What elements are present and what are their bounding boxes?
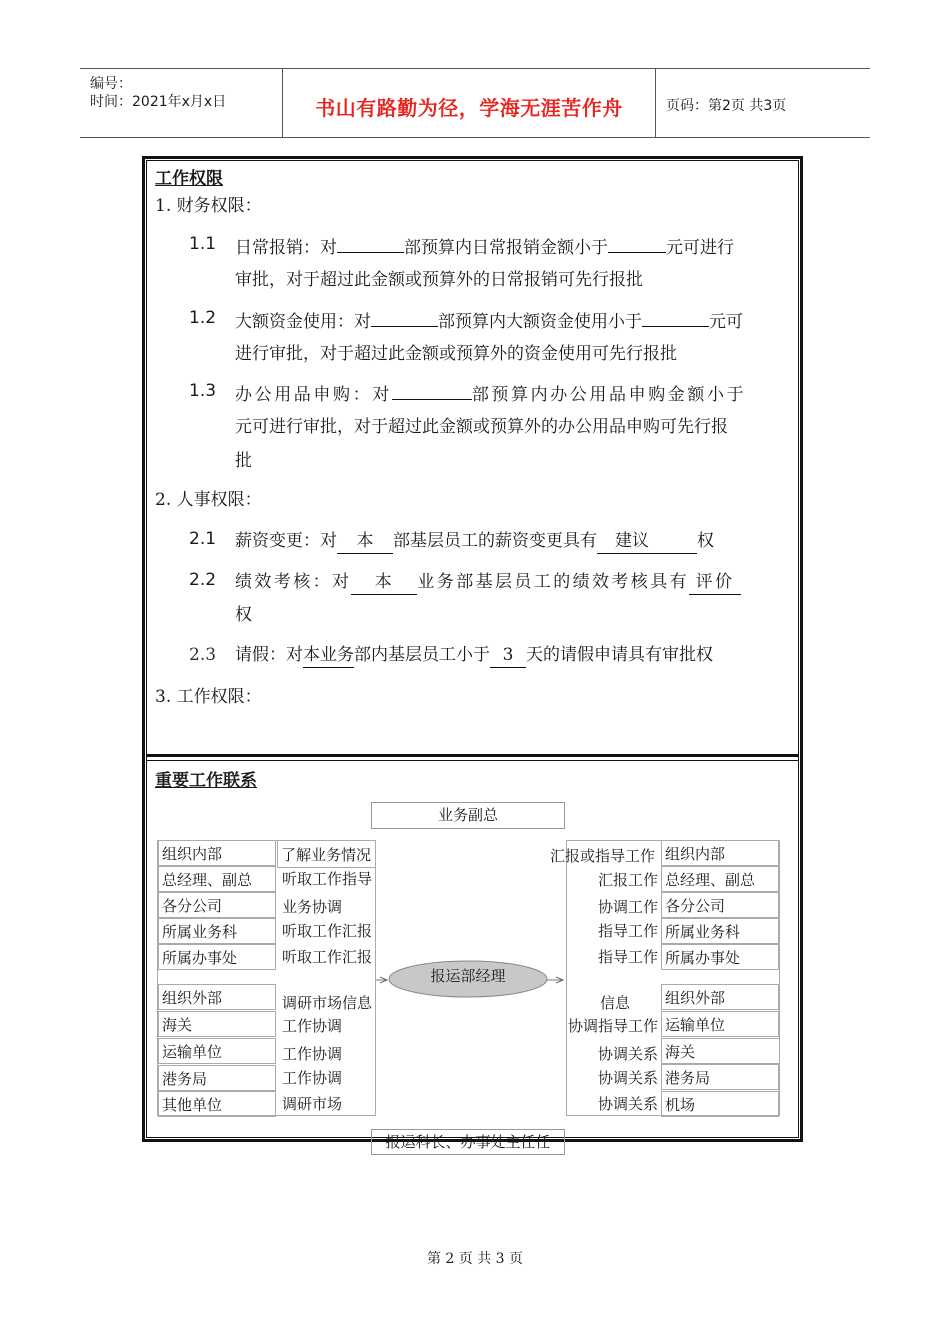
hr-item-2-line2: 权 xyxy=(235,605,252,625)
filled-field: 本 xyxy=(351,570,417,595)
center-label: 报运部经理 xyxy=(430,967,506,985)
list-item: 协调关系 xyxy=(598,1045,659,1063)
text: 日常报销：对 xyxy=(235,238,337,258)
item-number: 1.2 xyxy=(189,308,217,328)
list-item: 了解业务情况 xyxy=(277,840,376,868)
finance-heading: 1. 财务权限： xyxy=(155,196,262,216)
text: 权 xyxy=(697,531,714,551)
header-meta xyxy=(80,69,282,137)
list-item: 听取工作汇报 xyxy=(282,922,373,940)
arrows xyxy=(375,970,575,990)
list-item: 协调关系 xyxy=(598,1095,659,1113)
text: 绩效考核：对 xyxy=(235,572,352,592)
list-item: 协调指导工作 xyxy=(568,1017,659,1035)
text: 天的请假申请具有审批权 xyxy=(526,645,713,665)
item-number: 1.3 xyxy=(189,381,217,401)
list-item: 所属业务科 xyxy=(158,918,276,944)
list-item: 各分公司 xyxy=(158,892,276,918)
page-footer: 第 2 页 共 3 页 xyxy=(426,1251,524,1267)
filled-field: 建议 xyxy=(597,529,697,554)
blank-field xyxy=(337,234,404,253)
list-item: 听取工作汇报 xyxy=(282,948,373,966)
list-item: 工作协调 xyxy=(282,1017,343,1035)
list-item: 组织外部 xyxy=(158,984,276,1010)
list-item: 组织外部 xyxy=(661,984,779,1010)
serial-label: 编号： xyxy=(90,76,132,92)
list-item: 运输单位 xyxy=(661,1011,779,1037)
list-item: 港务局 xyxy=(661,1064,779,1090)
text: 元可 xyxy=(709,312,743,332)
list-item: 协调工作 xyxy=(598,898,659,916)
text: 薪资变更：对 xyxy=(235,531,337,551)
text: 大额资金使用：对 xyxy=(235,312,371,332)
item-number: 1.1 xyxy=(189,234,217,254)
header-page-cell xyxy=(654,69,870,137)
list-item: 工作协调 xyxy=(282,1069,343,1087)
work-heading: 3. 工作权限： xyxy=(155,687,262,707)
hr-item-2 xyxy=(235,570,741,595)
text: 业务部基层员工的绩效考核具有 xyxy=(417,572,690,592)
finance-item-2-line1 xyxy=(235,308,743,334)
hr-heading: 2. 人事权限： xyxy=(155,490,262,510)
finance-item-1-line1 xyxy=(235,234,734,260)
list-item: 信息 xyxy=(600,994,631,1012)
list-item: 协调关系 xyxy=(598,1069,659,1087)
list-item: 其他单位 xyxy=(158,1091,276,1117)
relations-title: 重要工作联系 xyxy=(155,771,257,791)
list-item: 各分公司 xyxy=(661,892,779,918)
list-item: 所属业务科 xyxy=(661,918,779,944)
finance-item-3-line2: 元可进行审批，对于超过此金额或预算外的办公用品申购可先行报 xyxy=(235,417,728,437)
finance-item-3-line1 xyxy=(235,381,746,407)
filled-field: 评价 xyxy=(689,570,741,595)
list-item: 工作协调 xyxy=(282,1045,343,1063)
filled-field: 本 xyxy=(337,529,393,554)
list-item: 业务协调 xyxy=(282,898,343,916)
hr-item-3 xyxy=(235,643,713,668)
blank-field xyxy=(392,381,472,400)
page-info: 页码：第2页 共3页 xyxy=(666,98,787,114)
item-number: 2.3 xyxy=(189,645,217,665)
text: 元可进行 xyxy=(666,238,734,258)
list-item: 汇报或指导工作 xyxy=(550,847,656,865)
item-number: 2.2 xyxy=(189,570,217,590)
blank-field xyxy=(371,308,438,327)
list-item: 总经理、副总 xyxy=(661,866,779,892)
text: 部预算内办公用品申购金额小于 xyxy=(471,385,747,405)
text: 部预算内大额资金使用小于 xyxy=(438,312,642,332)
list-item: 调研市场信息 xyxy=(282,994,373,1012)
text: 部预算内日常报销金额小于 xyxy=(404,238,608,258)
list-item: 指导工作 xyxy=(598,948,659,966)
list-item: 汇报工作 xyxy=(598,871,659,889)
list-item: 机场 xyxy=(661,1091,779,1117)
item-number: 2.1 xyxy=(189,529,217,549)
list-item: 海关 xyxy=(661,1038,780,1064)
list-item: 运输单位 xyxy=(158,1038,276,1064)
text: 办公用品申购：对 xyxy=(235,385,392,405)
list-item: 港务局 xyxy=(158,1065,276,1091)
finance-item-2-line2: 进行审批，对于超过此金额或预算外的资金使用可先行报批 xyxy=(235,344,677,364)
date-label: 时间：2021年x月x日 xyxy=(90,94,227,110)
filled-field: 3 xyxy=(490,643,526,668)
slogan: 书山有路勤为径，学海无涯苦作舟 xyxy=(315,96,623,120)
list-item: 海关 xyxy=(158,1011,276,1037)
blank-field xyxy=(608,234,666,253)
filled-field: 本业务 xyxy=(303,643,354,668)
finance-item-1-line2: 审批，对于超过此金额或预算外的日常报销可先行报批 xyxy=(235,270,643,290)
authority-title: 工作权限 xyxy=(155,169,223,189)
list-item: 总经理、副总 xyxy=(158,866,276,892)
hr-item-1 xyxy=(235,529,714,554)
list-item: 指导工作 xyxy=(598,922,659,940)
list-item: 组织内部 xyxy=(158,840,276,866)
list-item: 调研市场 xyxy=(282,1095,343,1113)
section-divider xyxy=(146,754,799,757)
blank-field xyxy=(642,308,709,327)
list-item: 所属办事处 xyxy=(158,944,276,970)
list-item: 所属办事处 xyxy=(661,944,779,970)
finance-item-3-line3: 批 xyxy=(235,451,252,471)
list-item: 听取工作指导 xyxy=(282,870,373,888)
text: 部内基层员工小于 xyxy=(354,645,490,665)
list-item: 组织内部 xyxy=(661,840,779,866)
text: 部基层员工的薪资变更具有 xyxy=(393,531,597,551)
top-box: 业务副总 xyxy=(371,802,565,829)
page-header xyxy=(80,68,870,138)
text: 请假：对 xyxy=(235,645,303,665)
section-divider-thin xyxy=(146,760,799,761)
header-slogan-cell xyxy=(282,69,656,137)
bottom-box: 报运科长、办事处主任任 xyxy=(371,1129,565,1155)
